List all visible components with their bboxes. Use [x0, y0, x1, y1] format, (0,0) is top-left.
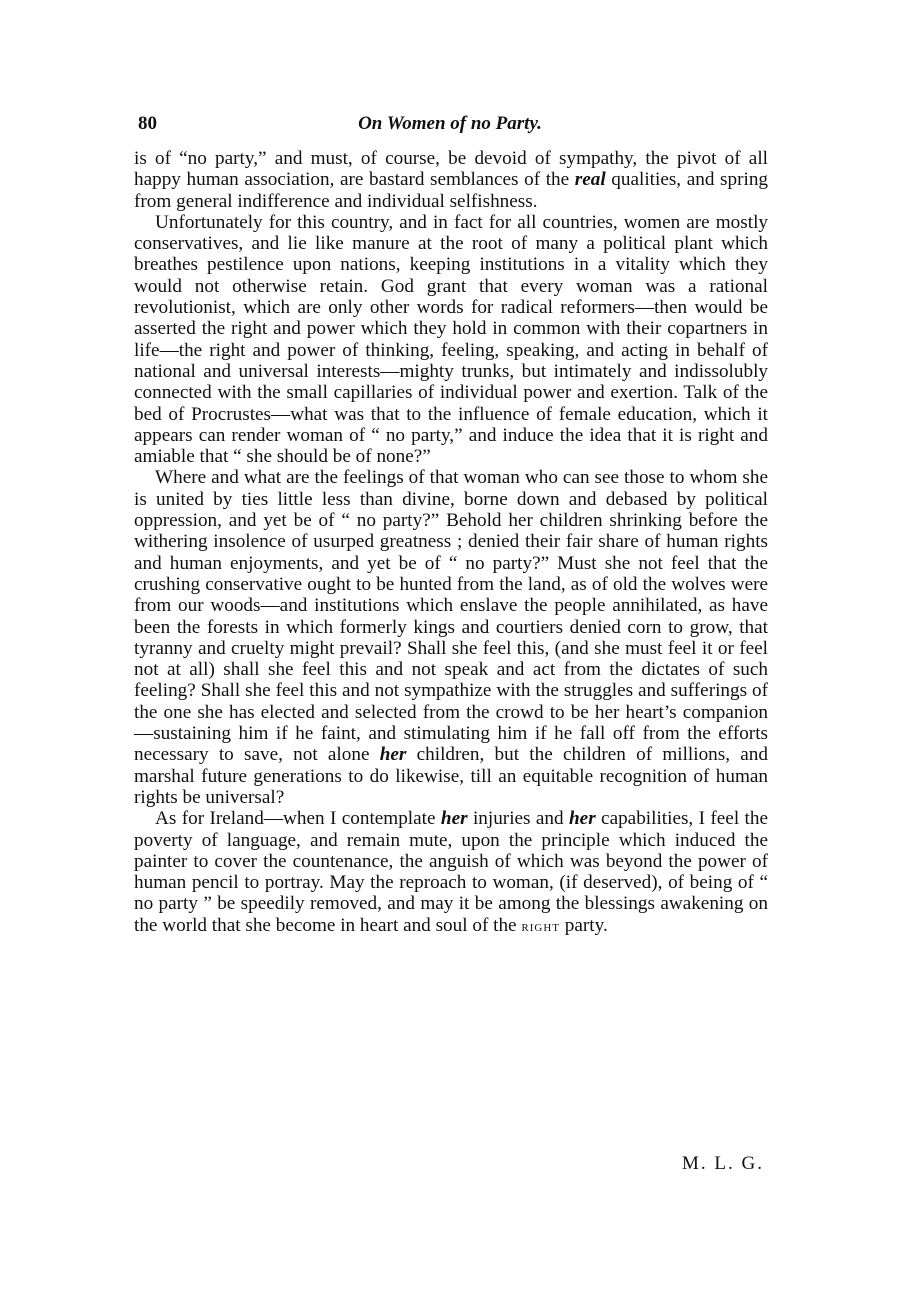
paragraph-text: is of “no party,” and must, of course, be devoid of sympathy, the pivot of all happy human association, are bastard semblances of the — [134, 148, 768, 191]
emphasis-text: her — [379, 744, 407, 766]
page-title: On Women of no Party. — [358, 113, 542, 134]
article-body — [134, 148, 768, 938]
paragraph-text: injuries and — [467, 808, 569, 830]
emphasis-text: real — [574, 169, 606, 191]
emphasis-text: her — [569, 808, 596, 830]
emphasis-text: her — [440, 808, 468, 830]
paragraph-text: capabilities, I feel the poverty of language, and remain mute, upon the principle which induced the painter to cover the countenance, the anguish of which was beyond the power of human pencil to portray. May the reproach to woman, (if deserved), of being of “ no party ” be speedily removed, and may it be among the blessings awakening on the world that she become in heart and soul of the — [134, 808, 768, 936]
small-caps-text: right — [521, 918, 560, 935]
paragraph-text: As for Ireland—when I contemplate — [155, 808, 441, 830]
paragraph-text: Unfortunately for this country, and in fact for all countries, women are mostly conservatives, and lie like manure at the root of many a political plant which breathes pestilence upon nations, keeping institutions in a vitality which they would not otherwise retain. God grant that every woman was a rational revolutionist, which are only other words for radical reformers—then would be asserted the right and power which they hold in common with their copartners in life—the right and power of thinking, feeling, speaking, and acting in behalf of national and universal interests—mighty trunks, but intimately and indissolubly connected with the small capillaries of individual power and exertion. Talk of the bed of Procrustes—what was that to the influence of female education, which it appears can render woman of “ no party,” and induce the idea that it is right and amiable that “ she should be of none?” — [134, 211, 768, 468]
paragraph-text: qualities, and spring from general indifference and individual selfishness. — [134, 169, 769, 212]
paragraph — [134, 212, 768, 468]
page-number: 80 — [138, 113, 157, 134]
paragraph — [134, 808, 768, 938]
paragraph — [134, 467, 768, 808]
paragraph — [134, 148, 768, 212]
paragraph-text: children, but the children of millions, and marshal future generations to do likewise, till an equitable recognition of human rights be universal? — [134, 744, 768, 808]
author-signature: M. L. G. — [682, 1153, 764, 1174]
paragraph-text: Where and what are the feelings of that woman who can see those to whom she is united by ties little less than divine, borne down and debased by political oppression, and yet be of “ no party?” Behold her children shrinking before the withering insolence of usurped greatness ; denied their fair share of human rights and human enjoyments, and yet be of “ no party?” Must she not feel that the crushing conservative ought to be hunted from the land, as of old the wolves were from our woods—and institutions which enslave the people annihilated, as have been the forests in which formerly kings and courtiers denied corn to grow, that tyranny and cruelty might prevail? Shall she feel this, (and she must feel it or feel not at all) shall she feel this and not speak and act from the dictates of such feeling? Shall she feel this and not sympathize with the struggles and sufferings of the one she has elected and selected from the crowd to be her heart’s companion—sustaining him if he faint, and stimulating him if he fall off from the efforts necessary to save, not alone — [134, 467, 768, 766]
paragraph-text: party. — [559, 914, 608, 936]
running-head — [134, 113, 766, 139]
